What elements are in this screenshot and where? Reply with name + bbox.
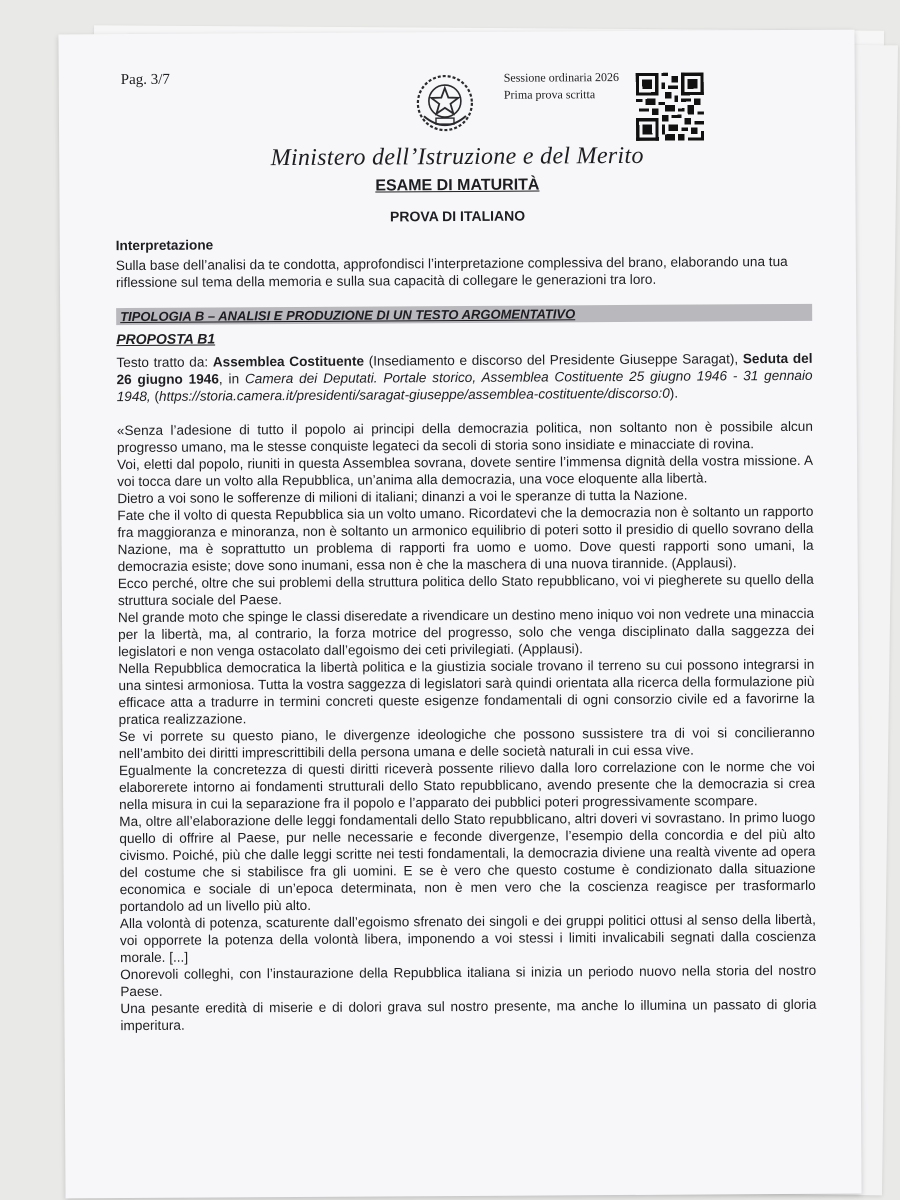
source-paren-close: ).: [669, 385, 679, 401]
source-detail: (Insediamento e discorso del Presidente Giuseppe Saragat),: [363, 351, 743, 369]
source-portal: Camera dei Deputati. Portale storico, Assemblea Costituente 25 giugno 1946 - 31 gennaio 1948,: [116, 367, 813, 405]
ministry-name: Ministero dell’Istruzione e del Merito: [270, 142, 644, 172]
exam-content: [116, 233, 817, 1034]
proposta-heading: PROPOSTA B1: [116, 330, 216, 348]
source-assembly: Assemblea Costituente: [212, 353, 365, 370]
exam-title: ESAME DI MATURITÀ: [375, 176, 540, 195]
speech-paragraph: Alla volontà di potenza, scaturente dall’egoismo sfrenato dei singoli e dei gruppi politici ottusi al senso della libertà, voi opporrete la potenza della volontà libera, imponendo a voi stessi i limiti invalicabili segnati dalla coscienza morale. [...]: [119, 911, 817, 966]
source-in: , in: [218, 371, 245, 387]
speech-paragraph: Ecco perché, oltre che sui problemi della struttura politica dello Stato repubblicano, voi vi piegherete su quello della struttura sociale del Paese.: [117, 571, 814, 609]
speech-paragraph: Nel grande moto che spinge le classi diseredate a rivendicare un destino meno iniquo voi non vedrete una minaccia per la libertà, ma, al contrario, la forza motrice del progresso, solo che venga disciplinato dalla saggezza dei legislatori e non venga ostacolato dall’egoismo dei ceti privilegiati. (Applausi).: [117, 605, 815, 660]
speech-paragraph: Fate che il volto di questa Repubblica sia un volto umano. Ricordatevi che la democrazia non è soltanto un rapporto fra maggioranza e minoranza, non è soltanto un armonico equilibrio di poteri sotto il presidio di quello sovrano della Nazione, ma è soprattutto un problema di rapporti fra uomo e uomo. Dove questi rapporti sono umani, la democrazia esiste; dove sono inumani, essa non è che la maschera di una nuova tirannide. (Applausi).: [117, 503, 814, 575]
page-number: Pag. 3/7: [120, 71, 170, 89]
speech-paragraph: Voi, eletti dal popolo, riuniti in questa Assemblea sovrana, dovete sentire l’immensa dignità della vostra missione. A voi tocca dare un volto alla Repubblica, un’anima alla democrazia, una voce eloquente alla libertà.: [117, 452, 814, 490]
speech-paragraph: Se vi porrete su questo piano, le divergenze ideologiche che possono sussistere tra di voi si concilieranno nell’ambito dei diritti imprescrittibili della persona umana e delle società naturali in cui essa vive.: [118, 724, 815, 762]
source-prefix: Testo tratto da:: [116, 354, 213, 371]
speech-paragraph: «Senza l’adesione di tutto il popolo ai principi della democrazia politica, non soltanto non è possibile alcun progresso umano, ma le stesse conquiste legateci da secoli di storia sono insidiate e minacciate di rovina.: [116, 418, 813, 456]
test-label: Prima prova scritta: [503, 87, 596, 102]
interpretation-heading: Interpretazione: [115, 237, 214, 254]
speech-paragraph: Egualmente la concretezza di questi diritti riceverà possente rilievo dalla loro correlazione con le norme che voi elaborerete intorno ai fondamenti strutturali dello Stato repubblicano, avendo presente che la democrazia si crea nella misura in cui la separazione fra il popolo e l’apparato dei pubblici poteri progressivamente scompare.: [118, 758, 816, 813]
session-info: [504, 69, 620, 104]
source-citation: [116, 350, 812, 405]
exam-page: [58, 30, 861, 1199]
source-session: Seduta del 26 giugno 1946: [116, 350, 813, 388]
speech-paragraph: Ma, oltre all’elaborazione delle leggi fondamentali dello Stato repubblicano, altri doveri vi sovrastano. In primo luogo quello di offrire al Paese, pur nelle necessarie e feconde divergenze, l’esempio della concordia e del più alto civismo. Poiché, più che dalle leggi scritte nei testi fondamentali, la democrazia diviene una realtà vivente ad opera del costume che si stabilisce fra gli uomini. E se è vero che questo costume è condizionato dalla situazione economica e sociale di un’epoca determinata, non è men vero che la coscienza reagisce per trasformarlo portandolo ad un livello più alto.: [119, 809, 816, 915]
source-paren-open: (: [150, 388, 160, 404]
speech-text: [117, 418, 817, 1034]
exam-subtitle: PROVA DI ITALIANO: [389, 207, 526, 225]
source-url: https://storia.camera.it/presidenti/saragat-giuseppe/assemblea-costituente/discorso:0: [158, 385, 670, 404]
speech-paragraph: Onorevoli colleghi, con l’instaurazione della Repubblica italiana si inizia un periodo nuovo nella storia del nostro Paese.: [120, 962, 817, 1000]
interpretation-text: Sulla base dell’analisi da te condotta, approfondisci l’interpretazione complessiva del brano, elaborando una tua riflessione sul tema della memoria e sulla sua capacità di collegare le generazioni tra loro.: [115, 253, 788, 291]
session-label: Sessione ordinaria 2026: [503, 70, 620, 85]
speech-paragraph: Una pesante eredità di miserie e di dolori grava sul nostro presente, ma anche lo illumina un passato di gloria imperitura.: [120, 996, 817, 1034]
italian-republic-emblem-icon: [414, 72, 476, 134]
speech-paragraph: Dietro a voi sono le sofferenze di milioni di italiani; dinanzi a voi le speranze di tutta la Nazione.: [117, 487, 688, 507]
tipologia-banner: TIPOLOGIA B – ANALISI E PRODUZIONE DI UN TESTO ARGOMENTATIVO: [116, 304, 812, 325]
speech-paragraph: Nella Repubblica democratica la libertà politica e la giustizia sociale trovano il terreno su cui possono integrarsi in una sintesi armoniosa. Tutta la vostra saggezza di legislatori sarà quindi orientata alla ricerca della formulazione più efficace atta a tradurre in termini concreti queste esigenze fondamentali di ogni consorzio civile ed a favorirne la pratica realizzazione.: [118, 656, 815, 728]
qr-code-icon: [636, 73, 704, 141]
